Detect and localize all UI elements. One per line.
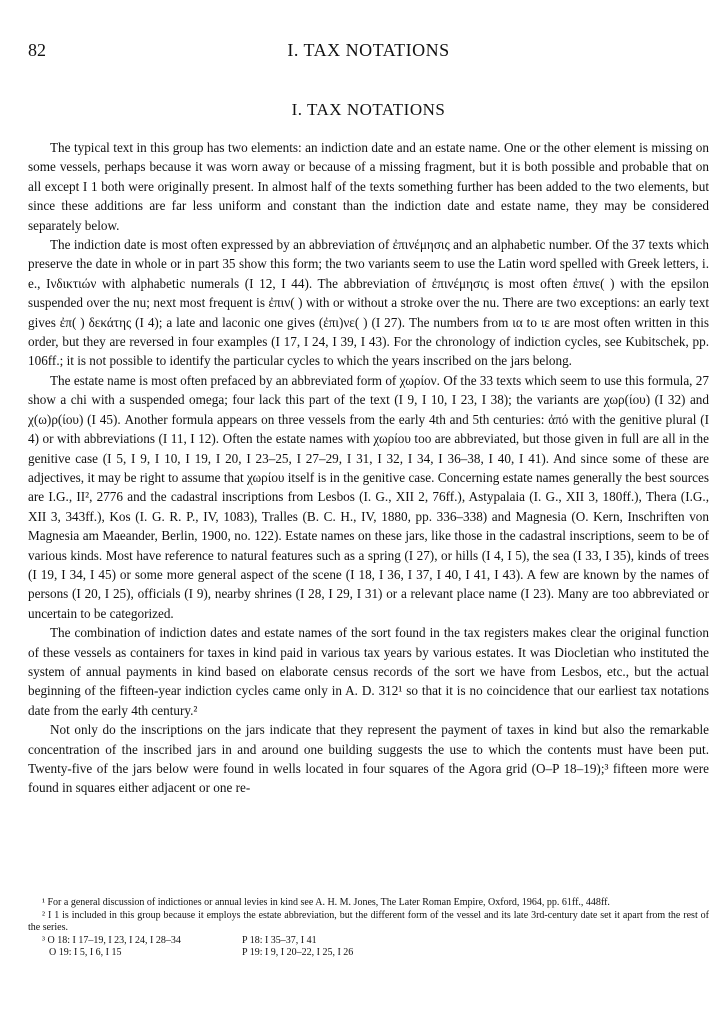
footnote-3 [42,935,709,960]
paragraph: The estate name is most often prefaced by an abbreviated form of χωρίον. Of the 33 texts which seem to use this formula, 27 show a chi with a suspended omega; four lack this part of the text (I 9, I 10, I 23, I 38); the variants are χωρ(ίου) (I 32) and χ(ω)ρ(ίου) (I 45). Another formula appears on three vessels from the early 4th and 5th centuries: ἀπό with the genitive plural (I 4) or with abbreviations (I 11, I 12). Often the estate names with χωρίου too are abbreviated, but those given in full are all in the genitive case (I 5, I 9, I 10, I 19, I 20, I 23–25, I 27–29, I 31, I 32, I 34, I 36–38, I 40, I 41). And since some of these are adjectives, it may be right to assume that χωρίου itself is in the genitive case. Concerning estate names generally the best sources are I.G., II², 2776 and the cadastral inscriptions from Lesbos (I. G., XII 2, 76ff.), Astypalaia (I. G., XII 3, 180ff.), Thera (I.G., XII 3, 343ff.), Kos (I. G. R. P., IV, 1083), Tralles (B. C. H., IV, 1880, pp. 336–338) and Magnesia (O. Kern, Inschriften von Magnesia am Maeander, Berlin, 1900, no. 122). Estate names on these jars, like those in the cadastral inscriptions, seem to be of various kinds. Most have reference to natural features such as a spring (I 27), or hills (I 4, I 5), the sea (I 33, I 35), kinds of trees (I 19, I 34, I 45) or some more general aspect of the scene (I 18, I 36, I 37, I 40, I 41, I 43). A few are known by the names of persons (I 20, I 25), officials (I 9), nearby shrines (I 28, I 29, I 31) or a relevant place name (I 23). Many are too abbreviated or uncertain to be categorized. [28,372,709,621]
footnote-location: P 18: I 35–37, I 41 [242,934,317,946]
footnote: ² I 1 is included in this group because it employs the estate abbreviation, but the different form of the vessel and its late 3rd-century date set it apart from the rest of the series. [28,909,709,933]
footnote: ¹ For a general discussion of indictiones or annual levies in kind see A. H. M. Jones, The Later Roman Empire, Oxford, 1964, pp. 61ff., 448ff. [42,897,610,908]
footnote-location: O 19: I 5, I 6, I 15 [49,947,122,958]
footnote-location: P 19: I 9, I 20–22, I 25, I 26 [242,947,354,958]
footnotes [28,897,709,960]
paragraph: The combination of indiction dates and estate names of the sort found in the tax registers makes clear the original function of these vessels as containers for taxes in kind paid in various tax years by various estates. It was Diocletian who instituted the system of annual payments in kind based on elaborate census records of the sort we have from Lesbos, etc., but the actual beginning of the fifteen-year indiction cycles came only in A. D. 312¹ so that it is no coincidence that our earliest tax notations date from the early 4th century.² [28,625,709,718]
page-number: 82 [28,40,46,60]
body-text [28,138,709,798]
running-title: I. TAX NOTATIONS [287,40,450,60]
section-title: I. TAX NOTATIONS [291,100,446,119]
running-header [28,38,709,62]
paragraph: The indiction date is most often expressed by an abbreviation of ἐπινέμησις and an alphabetic number. Of the 37 texts which preserve the date in whole or in part 35 show this form; the two variants seem to use the Latin word spelled with Greek letters, i. e., Ινδικτιών with alphabetic numerals (I 12, I 44). The abbreviation of ἐπινέμησις is most often ἐπινε( ) with the epsilon suspended over the nu; next most frequent is ἐπιν( ) with or without a stroke over the nu. There are two exceptions: an early text gives ἐπ( ) δεκάτης (I 4); a late and laconic one gives (ἐπι)νε( ) (I 27). The numbers from ια to ιε are most often written in this order, but they are reversed in four examples (I 17, I 24, I 39, I 43). For the chronology of indiction cycles, see Kubitschek, pp. 106ff.; it is not possible to identify the particular cycles to which the years inscribed on the jars belong. [28,237,709,369]
footnote-marker: ³ [42,934,45,946]
paragraph: Not only do the inscriptions on the jars indicate that they represent the payment of taxes in kind but also the remarkable concentration of the inscribed jars in and around one building suggests the use to which the contents must have been put. Twenty-five of the jars below were found in wells located in four squares of the Agora grid (O–P 18–19);³ fifteen more were found in squares either adjacent or one re- [28,722,709,796]
page [28,38,709,798]
footnote-location: ³ O 18: I 17–19, I 23, I 24, I 28–34 [42,934,181,946]
paragraph: The typical text in this group has two elements: an indiction date and an estate name. One or the other element is missing on some vessels, perhaps because it was worn away or because of a missing fragment, but it is both possible and probable that on all except I 1 both were originally present. In almost half of the texts something further has been added to the two elements, but since these additions are far less uniform and constant than the indiction date and estate name, they may be considered separately below. [28,140,709,233]
